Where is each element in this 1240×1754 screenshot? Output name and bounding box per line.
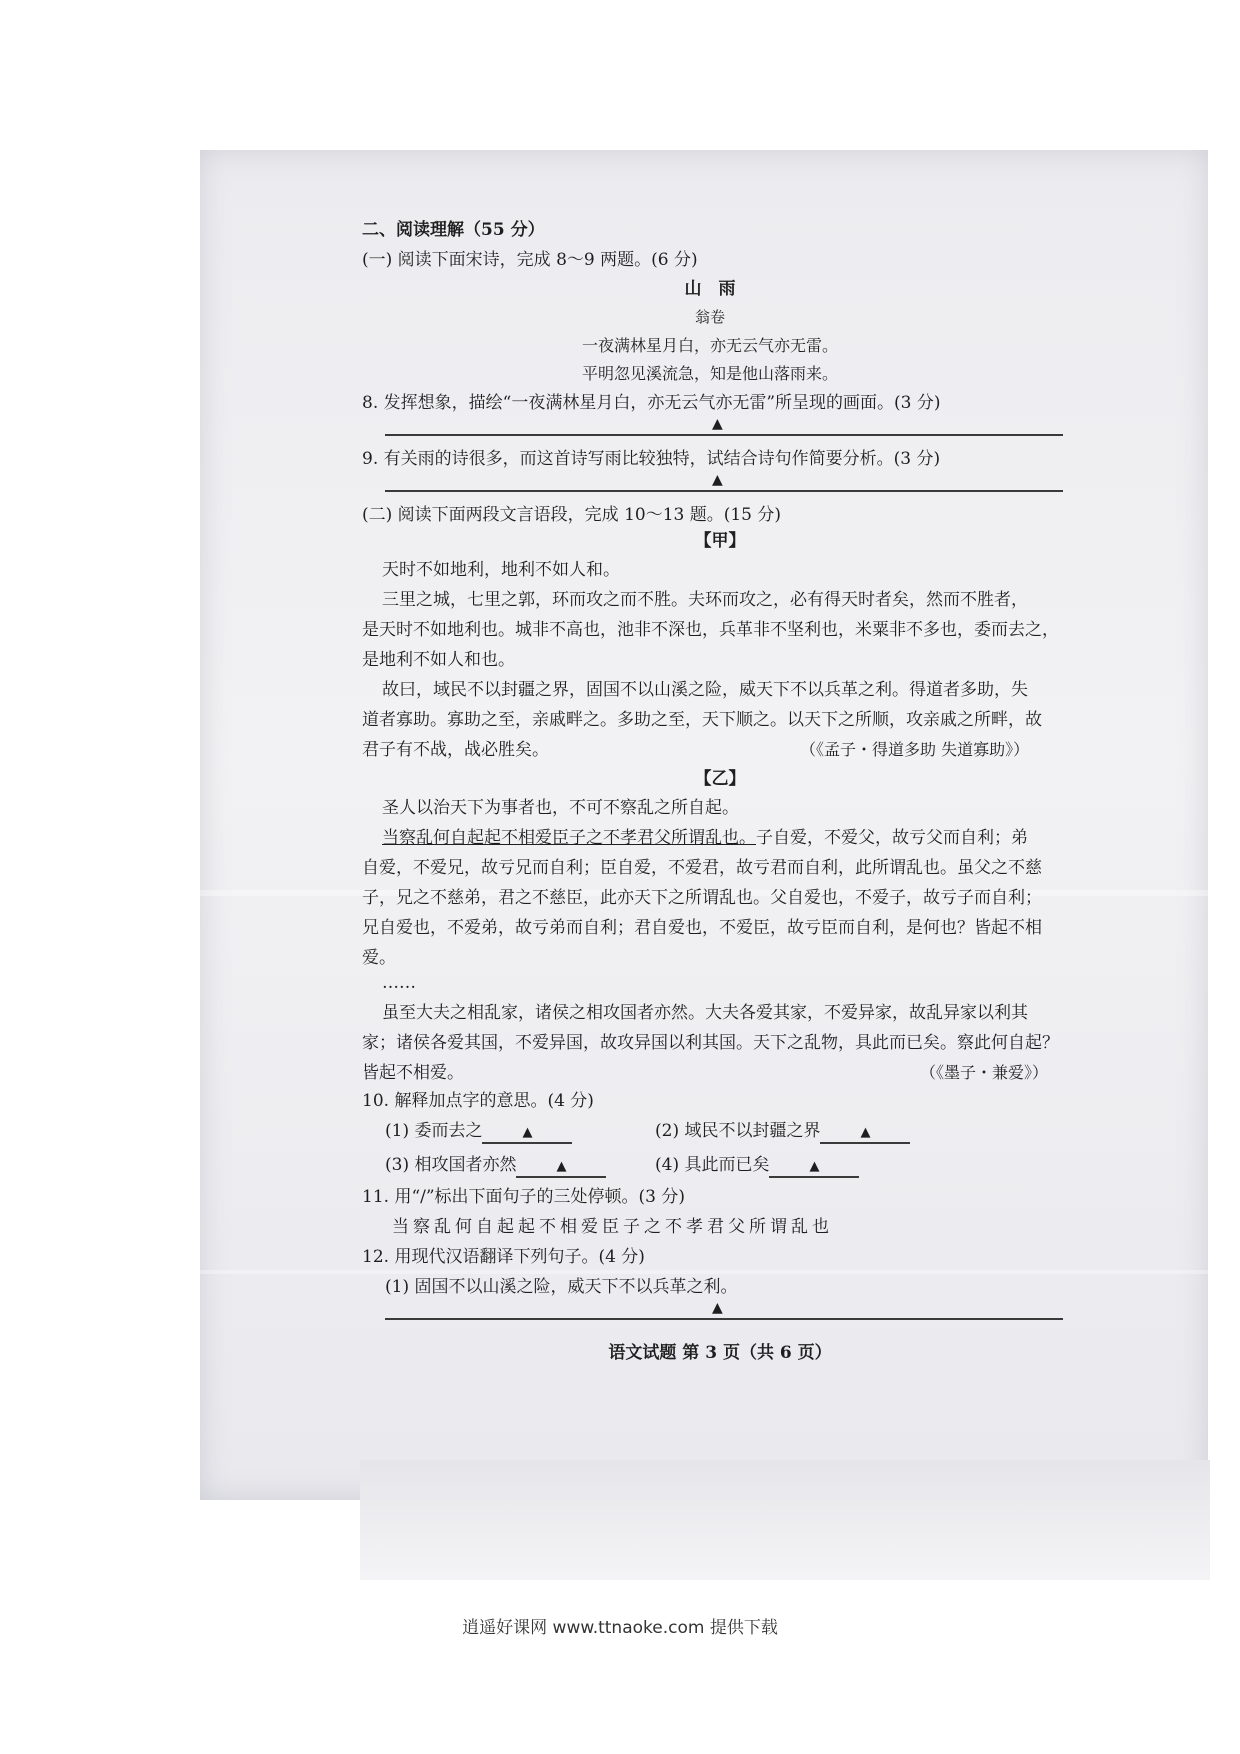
watermark-text: 逍遥好课网 www.ttnaoke.com 提供下载 xyxy=(462,1618,778,1638)
jia-line: 故曰，域民不以封疆之界，固国不以山溪之险，威天下不以兵革之利。得道者多助，失 xyxy=(382,680,1028,700)
yi-line: 皆起不相爱。 xyxy=(362,1063,464,1083)
jia-line: 是天时不如地利也。城非不高也，池非不深也，兵革非不坚利也，米粟非不多也，委而去之， xyxy=(362,620,1059,640)
answer-blank[interactable]: ▲ xyxy=(482,1124,572,1144)
q10-item-4 xyxy=(655,1152,859,1178)
yi-line: 子，兄之不慈弟，君之不慈臣，此亦天下之所谓乱也。父自爱也，不爱子，故亏子而自利； xyxy=(362,888,1042,908)
answer-mark-icon: ▲ xyxy=(712,1300,723,1316)
yi-line: 虽至大夫之相乱家，诸侯之相攻国者亦然。大夫各爱其家，不爱异家，故乱异家以利其 xyxy=(382,1003,1028,1023)
poem-title: 山 雨 xyxy=(684,279,736,299)
answer-mark-icon: ▲ xyxy=(712,416,723,432)
q10-item-1 xyxy=(385,1118,572,1144)
under-sheet xyxy=(360,1460,1210,1580)
jia-line: 道者寡助。寡助之至，亲戚畔之。多助之至，天下顺之。以天下之所顺，攻亲戚之所畔，故 xyxy=(362,710,1042,730)
q10-item-label: (3) 相攻国者亦然 xyxy=(385,1155,517,1175)
q10-item-3 xyxy=(385,1152,606,1178)
yi-line: 自爱，不爱兄，故亏兄而自利；臣自爱，不爱君，故亏君而自利，此所谓乱也。虽父之不慈 xyxy=(362,858,1042,878)
jia-line: 三里之城，七里之郭，环而攻之而不胜。夫环而攻之，必有得天时者矣，然而不胜者， xyxy=(382,590,1028,610)
q10-item-label: (4) 具此而已矣 xyxy=(655,1155,770,1175)
q11-sentence: 当察乱何自起起不相爱臣子之不孝君父所谓乱也 xyxy=(392,1217,833,1237)
answer-blank[interactable]: ▲ xyxy=(769,1158,859,1178)
yi-line: 圣人以治天下为事者也，不可不察乱之所自起。 xyxy=(382,798,739,818)
question-9: 9. 有关雨的诗很多，而这首诗写雨比较独特，试结合诗句作简要分析。(3 分) xyxy=(362,449,941,469)
jia-source: （《孟子・得道多助 失道寡助》） xyxy=(800,740,1030,759)
q10-item-2 xyxy=(655,1118,910,1144)
poem-line: 一夜满林星月白，亦无云气亦无雷。 xyxy=(581,336,838,355)
q12-item-1: (1) 固国不以山溪之险，威天下不以兵革之利。 xyxy=(385,1277,738,1297)
poem-line: 平明忽见溪流急，知是他山落雨来。 xyxy=(581,364,838,383)
answer-line-q9[interactable] xyxy=(385,490,1063,492)
page-footer: 语文试题 第 3 页（共 6 页） xyxy=(608,1343,832,1363)
section-title: 二、阅读理解（55 分） xyxy=(362,220,545,240)
q10-item-label: (2) 域民不以封疆之界 xyxy=(655,1121,821,1141)
yi-label: 【乙】 xyxy=(694,769,746,789)
answer-line-q8[interactable] xyxy=(385,434,1063,436)
question-12: 12. 用现代汉语翻译下列句子。(4 分) xyxy=(362,1247,645,1267)
yi-underlined-sentence: 当察乱何自起起不相爱臣子之不孝君父所谓乱也。 xyxy=(382,828,756,848)
answer-blank[interactable]: ▲ xyxy=(820,1124,910,1144)
question-8: 8. 发挥想象，描绘“一夜满林星月白，亦无云气亦无雷”所呈现的画面。(3 分) xyxy=(362,393,941,413)
yi-line: 家；诸侯各爱其国，不爱异国，故攻异国以利其国。天下之乱物，具此而已矣。察此何自起？ xyxy=(362,1033,1059,1053)
jia-line: 君子有不战，战必胜矣。 xyxy=(362,740,549,760)
yi-source: （《墨子・兼爱》） xyxy=(920,1063,1049,1082)
jia-line: 是地利不如人和也。 xyxy=(362,650,515,670)
yi-line xyxy=(382,825,1028,851)
poem-author: 翁卷 xyxy=(694,308,725,326)
answer-line-q12[interactable] xyxy=(385,1318,1063,1320)
part2-intro: (二) 阅读下面两段文言语段，完成 10～13 题。(15 分) xyxy=(362,505,782,525)
yi-line: 兄自爱也，不爱弟，故亏弟而自利；君自爱也，不爱臣，故亏臣而自利，是何也？皆起不相 xyxy=(362,918,1042,938)
answer-mark-icon: ▲ xyxy=(712,472,723,488)
yi-ellipsis: …… xyxy=(382,973,416,993)
answer-blank[interactable]: ▲ xyxy=(516,1158,606,1178)
jia-line: 天时不如地利，地利不如人和。 xyxy=(382,560,620,580)
part1-intro: (一) 阅读下面宋诗，完成 8～9 两题。(6 分) xyxy=(362,250,698,270)
question-11: 11. 用“/”标出下面句子的三处停顿。(3 分) xyxy=(362,1187,686,1207)
jia-label: 【甲】 xyxy=(694,531,746,551)
q10-item-label: (1) 委而去之 xyxy=(385,1121,483,1141)
question-10: 10. 解释加点字的意思。(4 分) xyxy=(362,1091,594,1111)
yi-line-rest: 子自爱，不爱父，故亏父而自利；弟 xyxy=(756,828,1028,848)
yi-line: 爱。 xyxy=(362,948,396,968)
